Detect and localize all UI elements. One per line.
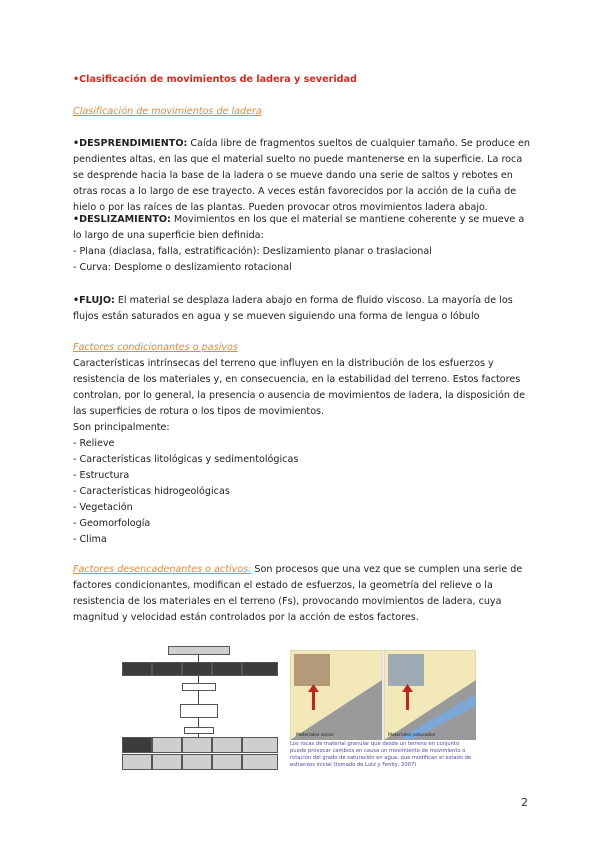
list-item: - Características litológicas y sedimentológicas [73, 454, 299, 465]
diagram-box [182, 662, 212, 676]
text-desprendimiento: Caída libre de fragmentos sueltos de cualquier tamaño. Se produce en pendientes altas, en las que el material suelto no puede mantenerse en la superficie. La roca se desprende hacia la base de la ladera o se mueve dando una serie de saltos y rebotes en otras rocas a lo largo de ese trayecto. A veces están favorecidos por la acción de la cuña de hielo o por las raíces de las plantas. Pueden provocar otros movimientos ladera abajo. [73, 138, 530, 213]
diagram-box [182, 737, 212, 753]
diagram-box [242, 754, 278, 770]
diagram-connector [198, 675, 199, 683]
document-title: •Clasificación de movimientos de ladera y severidad [73, 74, 357, 85]
deslizamiento-item: - Plana (diaclasa, falla, estratificación): Deslizamiento planar o traslacional [73, 246, 432, 257]
diagram-box [180, 704, 218, 718]
diagram-box [122, 737, 152, 753]
label-saturated: Materiales saturados [388, 733, 436, 738]
paragraph-desprendimiento [73, 136, 531, 216]
arrow-dry [312, 690, 315, 710]
section-heading-condicionantes: Factores condicionantes o pasivos [73, 342, 238, 353]
slope-saturation-illustration [290, 650, 476, 740]
label-dry: Materiales secos [296, 733, 334, 738]
text-desencadenantes: Son procesos que una vez que se cumplen una serie de factores condicionantes, modifican el estado de esfuerzos, la geometría del relieve o la resistencia de los materiales en el terreno (Fs), provocando movimientos de ladera, cuya magnitud y velocidad están controlados por la acción de estos factores. [73, 564, 523, 623]
list-item: - Estructura [73, 470, 130, 481]
arrow-saturated [406, 690, 409, 710]
term-flujo: •FLUJO: [73, 295, 115, 306]
grain-inset-dry [294, 654, 330, 686]
list-item: - Relieve [73, 438, 115, 449]
diagram-connector [198, 654, 199, 662]
term-desprendimiento: •DESPRENDIMIENTO: [73, 138, 188, 149]
diagram-box [212, 754, 242, 770]
term-deslizamiento: •DESLIZAMIENTO: [73, 214, 171, 225]
grain-inset-saturated [388, 654, 424, 686]
list-item: - Clima [73, 534, 107, 545]
paragraph-desencadenantes [73, 562, 531, 626]
deslizamiento-item: - Curva: Desplome o deslizamiento rotacional [73, 262, 292, 273]
page-number: 2 [521, 796, 528, 809]
diagram-box [152, 737, 182, 753]
diagram-box [212, 737, 242, 753]
diagram-box [212, 662, 242, 676]
diagram-box [182, 754, 212, 770]
diagram-connector [198, 717, 199, 727]
diagram-box [152, 754, 182, 770]
diagram-box [122, 754, 152, 770]
diagram-box [168, 646, 230, 655]
diagram-box [242, 662, 278, 676]
factors-flow-diagram [120, 644, 280, 774]
list-item: - Vegetación [73, 502, 133, 513]
section-heading-desencadenantes: Factores desencadenantes o activos: [73, 564, 252, 575]
diagram-connector [198, 690, 199, 704]
list-item: - Geomorfología [73, 518, 151, 529]
diagram-box [242, 737, 278, 753]
section-heading-clasificacion: Clasificación de movimientos de ladera [73, 106, 262, 117]
diagram-box [184, 727, 214, 734]
paragraph-condicionantes: Características intrínsecas del terreno que influyen en la distribución de los esfuerzos y resistencia de los materiales y, en consecuencia, en la estabilidad del terreno. Estos factores controlan, por lo general, la presencia o ausencia de movimientos de ladera, la disposición de las superficies de rotura o los tipos de movimientos. Son principalmente: - Relieve - Características litológicas y sedimentológicas - Estructura - Características hidrogeológicas - Vegetación - Geomorfología - Clima [73, 356, 531, 548]
figure-caption: Los rocas de material granular que desde un terreno en conjunto puede provocar cambios en causa un movimiento de movimiento o rotación del grado de saturación en agua, que modifican el estado de esfuerzos inicial (tomado de Lutz y Fenby, 2007) [290, 741, 472, 768]
diagram-box [122, 662, 152, 676]
principales-label: Son principalmente: [73, 422, 170, 433]
text-deslizamiento: Movimientos en los que el material se mantiene coherente y se mueve a lo largo de una superficie bien definida: [73, 214, 525, 241]
diagram-box [152, 662, 182, 676]
list-item: - Características hidrogeológicas [73, 486, 230, 497]
text-flujo: El material se desplaza ladera abajo en forma de fluido viscoso. La mayoría de los flujos están saturados en agua y se mueven siguiendo una forma de lengua o lóbulo [73, 295, 513, 322]
diagram-box [182, 683, 216, 691]
paragraph-flujo [73, 293, 531, 325]
paragraph-deslizamiento [73, 212, 531, 276]
principales-list [73, 436, 531, 548]
